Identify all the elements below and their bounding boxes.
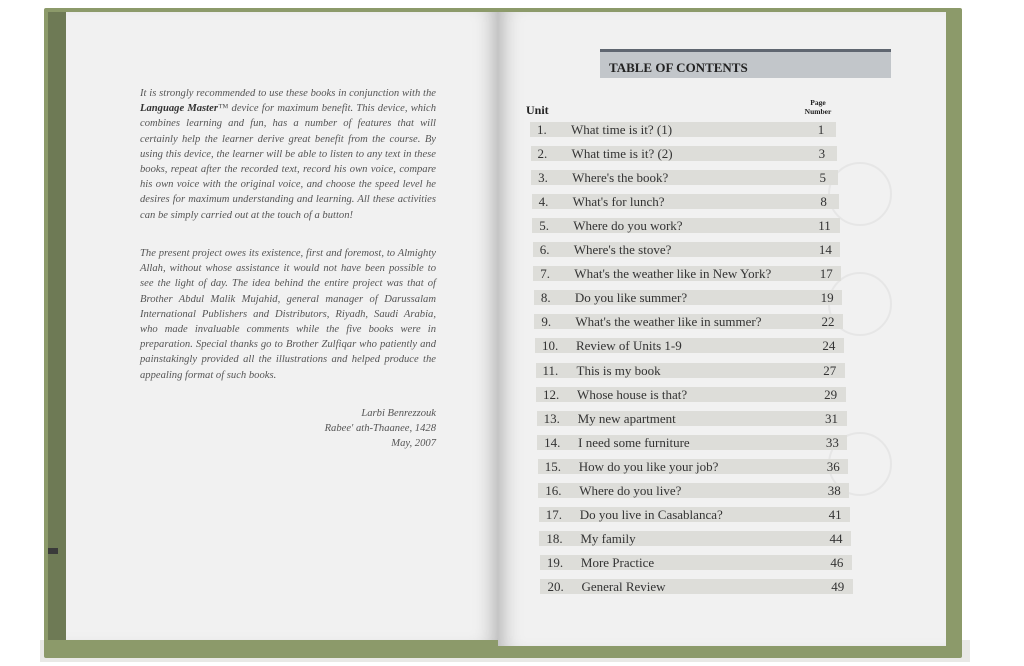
unit-page-number: 11 [818,218,831,234]
toc-row [530,122,836,137]
unit-page-number: 38 [827,482,841,498]
unit-number: 3. [538,170,548,186]
toc-row [533,242,841,257]
unit-column-header: Unit [526,103,549,117]
unit-page-number: 33 [825,434,839,450]
toc-row [532,194,839,209]
unit-title: Where's the stove? [573,242,672,258]
unit-page-number: 1 [817,122,825,137]
unit-number: 8. [540,290,551,306]
unit-page-number: 19 [820,290,834,306]
toc-row [537,435,847,450]
unit-number: 19. [546,554,564,570]
toc-row [537,411,847,426]
toc-row [538,483,849,498]
unit-number: 2. [537,146,548,162]
unit-title: More Practice [580,554,655,570]
toc-row [540,555,852,570]
toc-row [538,459,849,474]
toc-row [534,314,843,329]
unit-number: 1. [537,122,547,137]
unit-title: My new apartment [577,410,676,426]
acknowledgement-paragraph: The present project owes its existence, first and foremost, to Almighty Allah, without whose assistance it would not have been possible to see the light of day. The idea behind the entire project was that of Brother Abdul Malik Mujahid, general manager of Darussalam International Publishers and Distributors, Riyadh, Saudi Arabia, who made invaluable comments while the five books were in preparation. Special thanks go to Brother Zulfiqar who patiently and painstakingly provided all the illustrations and helped produce the appealing format of such books. [140,248,436,381]
unit-title: General Review [581,578,666,594]
unit-number: 13. [543,410,560,426]
unit-page-number: 44 [829,530,843,546]
signature-name: Larbi Benrezzouk [361,408,436,419]
unit-title: Where's the book? [572,170,669,186]
unit-title: What's for lunch? [572,194,665,210]
unit-number: 14. [544,434,561,450]
toc-row [532,218,839,233]
unit-number: 18. [546,530,563,546]
unit-title: How do you like your job? [578,458,719,474]
unit-title: Where do you work? [573,218,683,234]
toc-row [539,507,850,522]
product-name: Language Master [140,103,218,115]
unit-page-number: 49 [831,578,845,594]
unit-page-number: 29 [824,386,838,402]
intro-paragraph: It is strongly recommended to use these books in conjunction with the Language Master™ device for maximum benefit. This device, which combines learning and fun, has a number of features that will certainly help the learner derive great benefit from the course. By using this device, the learner will be able to listen to any text in these books, repeat after the recorded text, record his own voice, compare his own voice with the original voice, and choose the speed level he desires for maximum understanding and learning. All these activities can be simply carried out at the touch of a button! [140,88,436,221]
unit-page-number: 22 [821,314,835,330]
unit-number: 12. [543,386,560,402]
unit-page-number: 31 [825,410,839,426]
toc-row [533,266,841,281]
toc-row [536,363,845,378]
unit-title: This is my book [576,362,661,378]
unit-number: 16. [545,482,562,498]
page-header-line2: Number [804,106,832,116]
unit-title: Do you live in Casablanca? [579,506,723,522]
unit-number: 11. [542,362,559,378]
unit-title: My family [580,530,636,546]
page-number-column-header [796,99,840,116]
unit-page-number: 17 [819,266,833,282]
unit-page-number: 46 [830,554,844,570]
unit-number: 17. [545,506,563,522]
unit-page-number: 5 [819,170,826,186]
unit-number: 4. [538,194,549,210]
unit-number: 7. [540,266,551,282]
unit-number: 9. [541,314,552,330]
unit-title: Where do you live? [579,482,682,498]
unit-number: 20. [547,578,564,594]
unit-title: What's the weather like in summer? [575,314,762,330]
unit-title: What time is it? (2) [571,146,673,162]
unit-number: 5. [539,218,549,234]
toc-row [531,146,837,161]
unit-page-number: 3 [818,146,826,162]
unit-title: Review of Units 1-9 [575,338,682,354]
unit-title: What's the weather like in New York? [574,266,772,282]
toc-row [534,290,842,305]
toc-row [540,579,852,594]
page-header-line1: Page [810,98,826,107]
toc-row [536,387,846,402]
unit-page-number: 14 [818,242,832,258]
unit-title: Whose house is that? [577,386,688,402]
unit-title: Do you like summer? [574,290,688,306]
toc-title: TABLE OF CONTENTS [600,49,891,78]
signature-hijri-date: Rabee' ath-Thaanee, 1428 [324,423,436,434]
unit-page-number: 8 [820,194,827,210]
toc-row [535,338,844,353]
toc-row [531,170,838,185]
unit-page-number: 27 [823,362,837,378]
unit-number: 10. [541,338,559,354]
unit-number: 15. [544,458,561,474]
unit-title: I need some furniture [578,434,690,450]
unit-number: 6. [539,242,550,258]
unit-page-number: 41 [828,506,842,522]
unit-title: What time is it? (1) [571,122,673,137]
cover-mark [48,548,58,554]
unit-page-number: 36 [826,458,840,474]
signature-date: May, 2007 [391,438,436,449]
toc-row [539,531,851,546]
unit-page-number: 24 [822,338,836,354]
cover-edge [48,12,66,640]
